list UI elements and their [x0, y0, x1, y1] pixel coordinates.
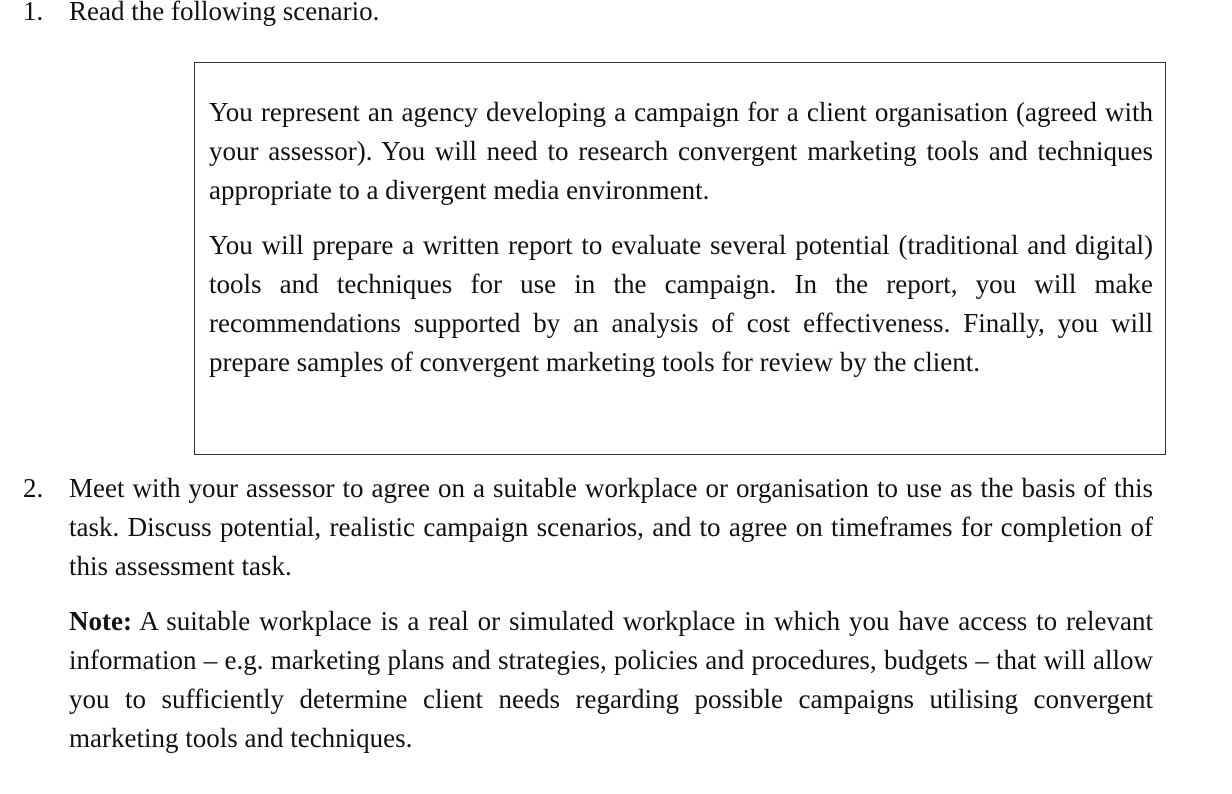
note-text: A suitable workplace is a real or simulated workplace in which you have access to relevant information – e.g. marketing plans and strategies, policies and procedures, budgets – that will allow you to sufficiently determine client needs regarding possible campaigns utilising convergent marketing tools and techniques. — [69, 606, 1153, 753]
list-item-body — [69, 469, 1153, 758]
note-label: Note: — [69, 606, 132, 636]
list-item-number: 1. — [23, 0, 44, 26]
list-item-text: Read the following scenario. — [69, 0, 380, 26]
scenario-paragraph-2: You will prepare a written report to evaluate several potential (traditional and digital) tools and techniques for use in the campaign. In the report, you will make recommendations supported by an analysis of cost effectiveness. Finally, you will prepare samples of convergent marketing tools for review by the client. — [209, 230, 1153, 377]
scenario-box — [194, 62, 1166, 455]
scenario-paragraph-1: You represent an agency developing a campaign for a client organisation (agreed with your assessor). You will need to research convergent marketing tools and techniques appropriate to a divergent media environment. — [209, 97, 1153, 205]
note-paragraph — [69, 602, 1153, 758]
list-item-text: Meet with your assessor to agree on a suitable workplace or organisation to use as the basis of this task. Discuss potential, realistic campaign scenarios, and to agree on timeframes for completion of this assessment task. — [69, 473, 1153, 581]
list-item-number: 2. — [23, 473, 44, 503]
